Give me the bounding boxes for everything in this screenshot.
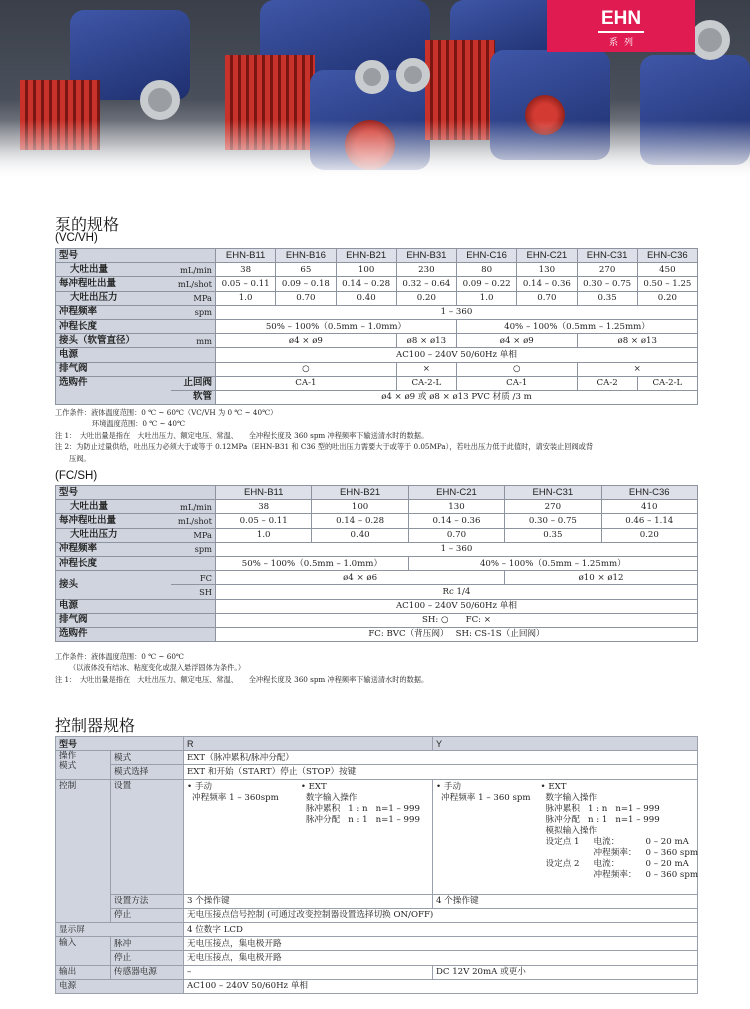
divide-ratio: n : 1 [587,814,608,825]
row-label: 接头 [56,571,171,599]
rate-label: 冲程频率： [593,847,637,858]
manual-label: • 手动 [436,781,462,792]
table-row [56,937,698,951]
pipe-fitting [396,58,430,92]
table-row [56,908,698,922]
cell: CA-2-L [637,376,697,390]
row-label: 排气阀 [56,362,171,376]
unit-cell [171,556,216,570]
cell: 130 [408,500,504,514]
row-label: 接头（软管直径） [56,334,171,348]
note: 环境温度范围：0 ℃ ~ 40℃ [92,419,185,429]
note: 注 2：为防止过量供给，吐出压力必须大于或等于 0.12MPa（EHN-B31 和 C36 型的吐出压力需要大于或等于 0.05MPa），若吐出压力低于此值时，请安装止回阀或背 [55,442,594,452]
cell: ø4 × ø9 [216,334,397,348]
accum-range: n=1 – 999 [615,803,660,814]
cell: 0.30 – 0.75 [505,514,601,528]
cell: 无电压接点，集电极开路 [184,951,698,965]
header-label: 型号 [56,737,184,751]
cell: 130 [517,263,577,277]
cell: 230 [396,263,456,277]
unit-cell [171,362,216,376]
table-row [56,486,698,500]
cell: AC100 – 240V 50/60Hz 单相 [216,348,698,362]
unit-cell: MPa [171,528,216,542]
header-label: 型号 [56,249,171,263]
table-row [56,249,698,263]
cell: ○ [457,362,578,376]
table-row [56,951,698,965]
unit-cell: mL/shot [171,277,216,291]
note: 压阀。 [69,453,91,463]
cell: 38 [216,500,312,514]
row-label: 模式选择 [111,765,184,779]
setpoint-2: 设定点 2 [545,858,580,869]
table-row [56,334,698,348]
cell: FC: BVC（背压阀） SH: CS-1S（止回阀） [216,627,698,641]
cell: 0.20 [601,528,697,542]
row-label: 排气阀 [56,613,171,627]
vc-vh-notes [55,407,593,464]
row-label: 显示屏 [56,922,184,936]
cell: 0.40 [312,528,408,542]
unit-cell: MPa [171,291,216,305]
table-row [56,528,698,542]
cell: 1.0 [216,291,276,305]
header-label: 型号 [56,486,171,500]
row-label: 电源 [56,348,171,362]
rate-label: 冲程频率： [593,869,637,880]
cell: 100 [312,500,408,514]
accum-ratio: 1 : n [587,803,608,814]
cell: 0.14 – 0.28 [312,514,408,528]
row-label: 控制 [56,779,111,922]
accum-label: 脉冲累积 [545,803,580,814]
row-label: 电源 [56,599,171,613]
model-header: EHN-C36 [637,249,697,263]
divide-ratio: n : 1 [348,814,368,825]
ext-label: • EXT [300,781,327,792]
model-header: EHN-B21 [336,249,396,263]
current-label: 电流： [593,858,620,869]
cell: 0.14 – 0.36 [408,514,504,528]
divide-label: 脉冲分配 [545,814,580,825]
cell: 40% – 100%（0.5mm – 1.25mm） [408,556,697,570]
unit-cell [171,348,216,362]
setting-y [433,779,698,894]
table-row [56,751,698,765]
cell: 270 [577,263,637,277]
photo-fade [0,120,750,180]
row-label: 冲程频率 [56,305,171,319]
table-row [56,571,698,585]
cell: CA-2-L [396,376,456,390]
note: 工作条件：液体温度范围：0 ℃ ~ 60℃ [55,652,184,661]
row-label: 传感器电源 [111,965,184,979]
cell: 50% – 100%（0.5mm – 1.0mm） [216,556,409,570]
cell: 0.14 – 0.28 [336,277,396,291]
digital-label: 数字输入操作 [305,792,358,803]
model-header: EHN-B16 [276,249,336,263]
table-row [56,765,698,779]
unit-cell [171,249,216,263]
cell: 4 个操作键 [433,894,698,908]
cell: 38 [216,263,276,277]
cell: ○ [216,362,397,376]
table-row [56,965,698,979]
unit-cell: FC [171,571,216,585]
row-label: 每冲程吐出量 [56,277,171,291]
row-label: 电源 [56,979,184,993]
table-row [56,305,698,319]
cell: 0.35 [505,528,601,542]
table-row [56,979,698,993]
cell: 0.14 – 0.36 [517,277,577,291]
row-label: 大吐出量 [56,500,171,514]
row-label: 脉冲 [111,937,184,951]
model-header: EHN-B11 [216,486,312,500]
row-label: 冲程长度 [56,556,171,570]
pipe-fitting [690,20,730,60]
model-header: EHN-C21 [408,486,504,500]
unit-cell: spm [171,542,216,556]
manual-label: • 手动 [187,781,213,792]
cell: 0.20 [396,291,456,305]
table-row [56,319,698,333]
cell: 65 [276,263,336,277]
fc-sh-spec-table [55,485,698,642]
current-label: 电流： [593,836,620,847]
cell: 0.46 – 1.14 [601,514,697,528]
model-header-y: Y [433,737,698,751]
model-header: EHN-C36 [601,486,697,500]
cell: 100 [336,263,396,277]
cell: 0.20 [637,291,697,305]
series-title: EHN [600,8,642,29]
unit-cell: 止回阀 [171,376,216,390]
row-label: 每冲程吐出量 [56,514,171,528]
row-label: 操作模式 [56,751,111,779]
cell: 450 [637,263,697,277]
cell: AC100 – 240V 50/60Hz 单相 [216,599,698,613]
cell: 0.09 – 0.18 [276,277,336,291]
row-label: 模式 [111,751,184,765]
row-label: 大吐出量 [56,263,171,277]
cell: SH: ○ FC: × [216,613,698,627]
table-row [56,627,698,641]
cell: EXT（脉冲累积/脉冲分配） [184,751,698,765]
table-row [56,737,698,751]
row-label: 冲程长度 [56,319,171,333]
setpoints [541,837,698,881]
cell: 0.05 – 0.11 [216,514,312,528]
note: 工作条件：液体温度范围：0 ℃ ~ 60℃（VC/VH 为 0 ℃ ~ 40℃） [55,408,278,417]
row-label: 选购件 [56,627,171,641]
model-header-r: R [184,737,433,751]
table-row [56,500,698,514]
model-header: EHN-C16 [457,249,517,263]
unit-cell: mL/shot [171,514,216,528]
cell: 4 位数字 LCD [184,922,698,936]
cell: 1.0 [216,528,312,542]
unit-cell: 软管 [171,390,216,404]
subtitle-fc-sh: (FC/SH) [55,470,98,482]
cell: 1.0 [457,291,517,305]
model-header: EHN-B11 [216,249,276,263]
cell: 410 [601,500,697,514]
table-row [56,291,698,305]
row-label: 停止 [111,951,184,965]
digital-label: 数字输入操作 [545,792,598,803]
note: 注 1： 大吐出量是指在 大吐出压力、额定电压、常温、 全冲程长度及 360 spm 冲程频率下输送清水时的数据。 [55,674,429,684]
cell: ø4 × ø9 或 ø8 × ø13 PVC 材质 /3 m [216,390,698,404]
fc-sh-notes [55,651,428,685]
rate-range: 0 – 360 spm [645,869,698,880]
cell: 50% – 100%（0.5mm – 1.0mm） [216,319,457,333]
model-header: EHN-B21 [312,486,408,500]
cell: 0.70 [517,291,577,305]
table-row [56,613,698,627]
row-label: 大吐出压力 [56,528,171,542]
vc-vh-spec-table [55,248,698,405]
accum-range: n=1 – 999 [375,803,420,814]
divider [598,31,644,33]
ext-label: • EXT [540,781,567,792]
unit-cell: spm [171,305,216,319]
table-row [56,542,698,556]
setting-r [184,779,433,894]
cell: 无电压接点，集电极开路 [184,937,698,951]
cell: 无电压接点信号控制 (可通过改变控制器设置选择切换 ON/OFF) [184,908,698,922]
row-label: 停止 [111,908,184,922]
unit-cell: mm [171,334,216,348]
pipe-fitting [355,60,389,94]
cell: 0.32 – 0.64 [396,277,456,291]
cell: CA-1 [216,376,397,390]
cell: 0.70 [276,291,336,305]
rate-range: 0 – 360 spm [645,847,698,858]
unit-cell [171,627,216,641]
cell: Rc 1/4 [216,585,698,599]
table-row [56,779,698,894]
section-title-pump-specs: 泵的规格 [55,217,120,234]
accum-ratio: 1 : n [348,803,368,814]
cell: 0.70 [408,528,504,542]
cell: 0.09 – 0.22 [457,277,517,291]
unit-cell [171,613,216,627]
cell: – [184,965,433,979]
cell: DC 12V 20mA 或更小 [433,965,698,979]
divide-range: n=1 – 999 [375,814,420,825]
cell: 0.40 [336,291,396,305]
table-row [56,277,698,291]
table-row [56,922,698,936]
cell: CA-2 [577,376,637,390]
cell: CA-1 [457,376,578,390]
section-title-controller-specs: 控制器规格 [55,718,136,735]
setpoint-1: 设定点 1 [545,836,580,847]
unit-cell: SH [171,585,216,599]
row-label: 选购件 [56,376,171,404]
subtitle-vc-vh: (VC/VH) [55,232,98,244]
cell: 270 [505,500,601,514]
unit-cell [171,486,216,500]
cell: × [396,362,456,376]
row-label: 冲程频率 [56,542,171,556]
series-badge [547,0,695,52]
row-label: 输出 [56,965,111,979]
controller-spec-table [55,736,698,994]
model-header: EHN-C21 [517,249,577,263]
cell: ø8 × ø13 [396,334,456,348]
table-row [56,362,698,376]
model-header: EHN-C31 [505,486,601,500]
current-range: 0 – 20 mA [645,858,689,869]
unit-cell: mL/min [171,263,216,277]
table-row [56,556,698,570]
cell: ø8 × ø13 [577,334,698,348]
current-range: 0 – 20 mA [645,836,689,847]
cell: 40% – 100%（0.5mm – 1.25mm） [457,319,698,333]
note: 注 1： 大吐出量是指在 大吐出压力、额定电压、常温、 全冲程长度及 360 spm 冲程频率下输送清水时的数据。 [55,430,429,440]
table-row [56,348,698,362]
cell: EXT 和开始（START）停止（STOP）按键 [184,765,698,779]
row-label: 大吐出压力 [56,291,171,305]
cell: 3 个操作键 [184,894,433,908]
cell: ø4 × ø9 [457,334,578,348]
table-row [56,376,698,390]
manual-rate: 冲程频率 1 – 360 spm [441,792,531,803]
cell: 1 – 360 [216,542,698,556]
cell: ø10 × ø12 [505,571,698,585]
row-label: 设置方法 [111,894,184,908]
cell: 0.30 – 0.75 [577,277,637,291]
cell: 0.05 – 0.11 [216,277,276,291]
cell: 0.50 – 1.25 [637,277,697,291]
divide-label: 脉冲分配 [305,814,341,825]
cell: × [577,362,698,376]
cell: ø4 × ø6 [216,571,505,585]
table-row [56,514,698,528]
divide-range: n=1 – 999 [615,814,660,825]
analog-label: 模拟输入操作 [545,825,598,836]
unit-cell: mL/min [171,500,216,514]
cell: 1 – 360 [216,305,698,319]
pipe-fitting [140,80,180,120]
table-row [56,263,698,277]
table-row [56,894,698,908]
cell: AC100 – 240V 50/60Hz 单相 [184,979,698,993]
series-subtitle: 系列 [608,36,639,47]
note: （以液体没有结冰、粘度变化或混入悬浮固体为条件。） [69,663,246,673]
cell: 80 [457,263,517,277]
row-label: 输入 [56,937,111,965]
row-label: 设置 [111,779,184,894]
table-row [56,599,698,613]
unit-cell [171,599,216,613]
unit-cell [171,319,216,333]
cell: 0.35 [577,291,637,305]
model-header: EHN-C31 [577,249,637,263]
manual-rate: 冲程频率 1 – 360spm [192,792,279,803]
accum-label: 脉冲累积 [305,803,341,814]
model-header: EHN-B31 [396,249,456,263]
